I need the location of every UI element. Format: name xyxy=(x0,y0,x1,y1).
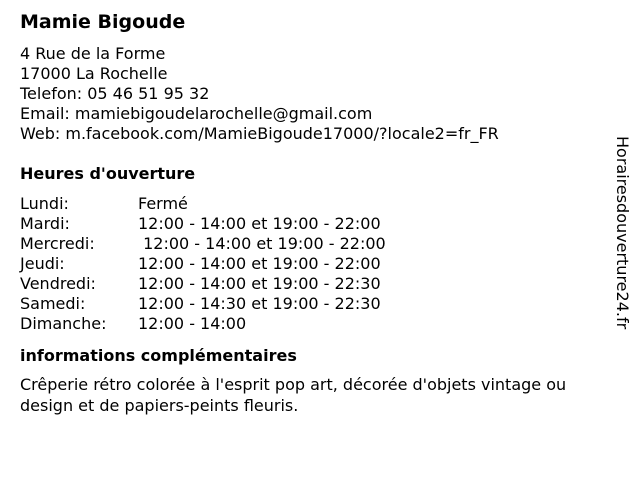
business-name: Mamie Bigoude xyxy=(20,11,186,33)
hours-time: 12:00 - 14:00 xyxy=(138,314,247,333)
hours-day: Mardi: xyxy=(20,214,70,233)
additional-info-title: informations complémentaires xyxy=(20,346,297,365)
hours-day: Jeudi: xyxy=(20,254,65,273)
opening-hours-title: Heures d'ouverture xyxy=(20,164,196,183)
hours-row xyxy=(20,294,386,314)
site-watermark: Horairesdouverture24.fr xyxy=(613,136,632,330)
address-city: 17000 La Rochelle xyxy=(20,64,168,83)
email-address[interactable]: Email: mamiebigoudelarochelle@gmail.com xyxy=(20,104,373,123)
business-card xyxy=(20,10,600,416)
hours-row xyxy=(20,254,386,274)
hours-time: 12:00 - 14:00 et 19:00 - 22:30 xyxy=(138,274,381,293)
hours-time: 12:00 - 14:00 et 19:00 - 22:00 xyxy=(138,214,381,233)
hours-day: Mercredi: xyxy=(20,234,95,253)
hours-row xyxy=(20,274,386,294)
website-link[interactable]: Web: m.facebook.com/MamieBigoude17000/?locale2=fr_FR xyxy=(20,124,499,143)
hours-row xyxy=(20,314,386,334)
hours-day: Lundi: xyxy=(20,194,69,213)
opening-hours-section xyxy=(20,164,600,334)
address-street: 4 Rue de la Forme xyxy=(20,44,166,63)
hours-day: Vendredi: xyxy=(20,274,96,293)
contact-block xyxy=(20,44,600,144)
hours-time: Fermé xyxy=(138,194,188,213)
hours-row xyxy=(20,234,386,254)
hours-time: 12:00 - 14:30 et 19:00 - 22:30 xyxy=(138,294,381,313)
additional-info-section xyxy=(20,346,600,416)
business-description: Crêperie rétro colorée à l'esprit pop art, décorée d'objets vintage ou design et de papiers-peints fleuris. xyxy=(20,375,567,415)
hours-row xyxy=(20,214,386,234)
hours-time: 12:00 - 14:00 et 19:00 - 22:00 xyxy=(138,254,381,273)
hours-day: Samedi: xyxy=(20,294,86,313)
opening-hours-table xyxy=(20,194,386,334)
hours-time: 12:00 - 14:00 et 19:00 - 22:00 xyxy=(138,234,386,253)
phone-number[interactable]: Telefon: 05 46 51 95 32 xyxy=(20,84,210,103)
hours-row xyxy=(20,194,386,214)
hours-day: Dimanche: xyxy=(20,314,107,333)
